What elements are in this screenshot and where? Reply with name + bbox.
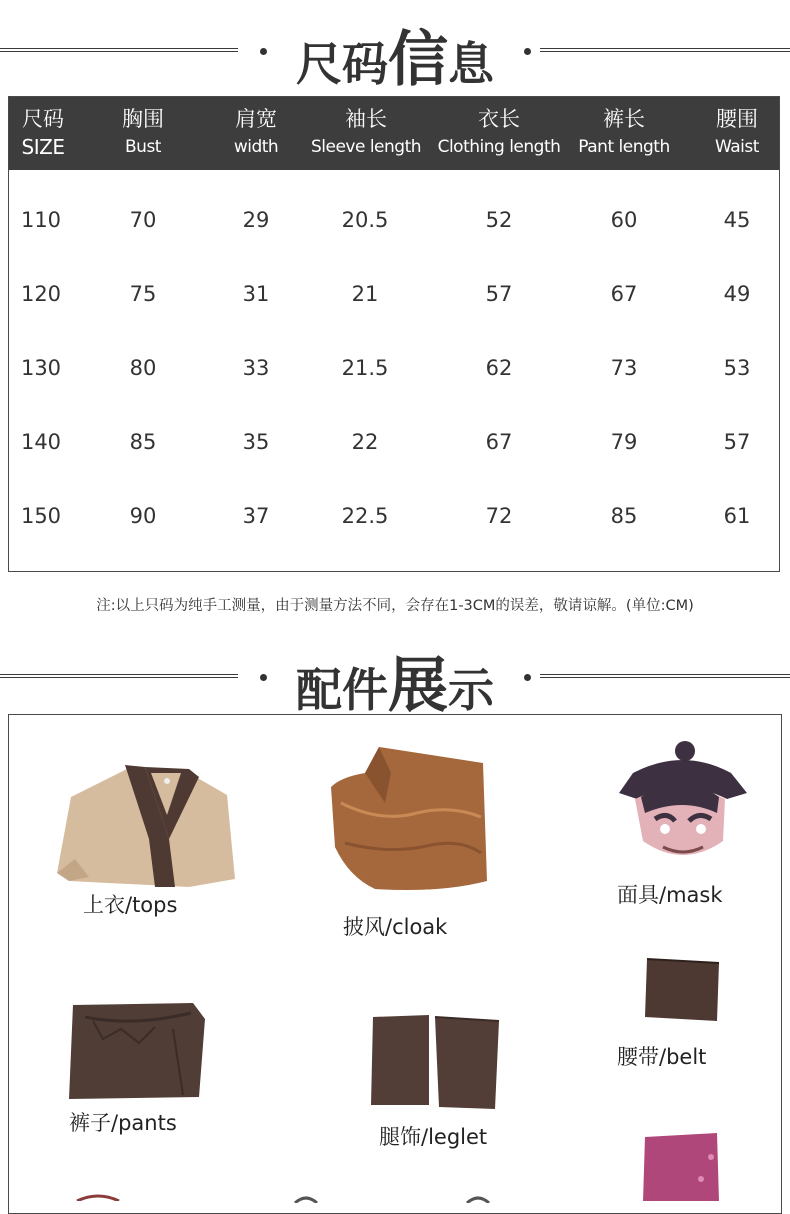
cell-r0-c1: 70 — [129, 208, 157, 232]
belt-image — [643, 955, 723, 1025]
cell-r4-c1: 90 — [129, 504, 157, 528]
cell-r1-c3: 21 — [351, 282, 379, 306]
header-bust — [93, 97, 193, 170]
cell-r3-c3: 22 — [351, 430, 379, 454]
cell-r2-c6: 53 — [723, 356, 751, 380]
belt-label: 腰带/belt — [617, 1045, 707, 1069]
header-pant-zh: 裤长 — [603, 107, 645, 131]
tops-image — [49, 755, 249, 895]
cloak-label: 披风/cloak — [343, 915, 448, 939]
header-sleeve — [305, 97, 427, 170]
title-dot-right — [524, 48, 531, 55]
pants-image — [63, 999, 213, 1109]
header-clothing-en: Clothing length — [437, 137, 561, 157]
header-waist-zh: 腰围 — [716, 107, 758, 131]
title-part-3: 示 — [448, 663, 494, 717]
title-part-1: 配件 — [296, 663, 388, 717]
cell-r3-c5: 79 — [610, 430, 638, 454]
cell-r1-c0: 120 — [20, 282, 62, 306]
header-clothing-zh: 衣长 — [478, 107, 520, 131]
header-pant — [564, 97, 684, 170]
accessories-panel — [8, 714, 782, 1214]
pants-label: 裤子/pants — [69, 1111, 177, 1135]
header-bust-en: Bust — [125, 137, 161, 157]
header-clothing — [429, 97, 569, 170]
cloak-image — [321, 743, 491, 893]
title-part-3: 息 — [448, 37, 494, 91]
cell-r4-c3: 22.5 — [341, 504, 389, 528]
header-size-en: SIZE — [21, 135, 65, 159]
cell-r2-c4: 62 — [485, 356, 513, 380]
accessories-section-header — [0, 636, 790, 721]
cell-r1-c5: 67 — [610, 282, 638, 306]
leglet-label: 腿饰/leglet — [379, 1125, 488, 1149]
cell-r2-c3: 21.5 — [341, 356, 389, 380]
pink-accessory-image — [641, 1131, 721, 1201]
header-width-en: width — [233, 137, 279, 157]
cell-r1-c4: 57 — [485, 282, 513, 306]
title-rule-right — [540, 48, 790, 51]
mask-label: 面具/mask — [617, 883, 723, 907]
cell-r1-c6: 49 — [723, 282, 751, 306]
partial-item-middle-1 — [291, 1193, 321, 1203]
cell-r1-c1: 75 — [129, 282, 157, 306]
header-width — [206, 97, 306, 170]
cell-r0-c3: 20.5 — [341, 208, 389, 232]
mask-image — [613, 737, 753, 877]
size-table — [8, 96, 780, 572]
cell-r4-c2: 37 — [242, 504, 270, 528]
cell-r3-c1: 85 — [129, 430, 157, 454]
title-part-2: 信 — [388, 25, 448, 95]
cell-r3-c4: 67 — [485, 430, 513, 454]
cell-r0-c6: 45 — [723, 208, 751, 232]
title-part-2: 展 — [388, 651, 448, 721]
header-waist-en: Waist — [715, 137, 759, 157]
cell-r0-c2: 29 — [242, 208, 270, 232]
accessories-section-title — [0, 638, 790, 724]
header-waist — [687, 97, 787, 170]
tops-label: 上衣/tops — [83, 893, 178, 917]
cell-r3-c2: 35 — [242, 430, 270, 454]
cell-r0-c5: 60 — [610, 208, 638, 232]
size-table-header — [9, 97, 779, 170]
leglet-image — [369, 1013, 509, 1113]
title-dot-right — [524, 674, 531, 681]
partial-item-middle-2 — [463, 1193, 493, 1203]
header-bust-zh: 胸围 — [122, 107, 164, 131]
header-size — [9, 97, 77, 170]
header-size-zh: 尺码 — [22, 107, 64, 131]
title-part-1: 尺码 — [296, 37, 388, 91]
cell-r3-c0: 140 — [20, 430, 62, 454]
cell-r2-c1: 80 — [129, 356, 157, 380]
cell-r4-c6: 61 — [723, 504, 751, 528]
cell-r2-c0: 130 — [20, 356, 62, 380]
cell-r1-c2: 31 — [242, 282, 270, 306]
cell-r3-c6: 57 — [723, 430, 751, 454]
header-sleeve-zh: 袖长 — [345, 107, 387, 131]
cell-r0-c4: 52 — [485, 208, 513, 232]
cell-r4-c5: 85 — [610, 504, 638, 528]
cell-r2-c2: 33 — [242, 356, 270, 380]
cell-r4-c4: 72 — [485, 504, 513, 528]
header-sleeve-en: Sleeve length — [310, 137, 422, 157]
header-width-zh: 肩宽 — [235, 107, 277, 131]
size-section-title — [0, 12, 790, 98]
measurement-note: 注:以上只码为纯手工测量，由于测量方法不同，会存在1-3CM的误差，敬请谅解。(单位:CM) — [96, 598, 694, 614]
cell-r4-c0: 150 — [20, 504, 62, 528]
cell-r0-c0: 110 — [20, 208, 62, 232]
title-rule-right — [540, 674, 790, 677]
size-section-header — [0, 10, 790, 95]
header-pant-en: Pant length — [578, 137, 670, 157]
cell-r2-c5: 73 — [610, 356, 638, 380]
